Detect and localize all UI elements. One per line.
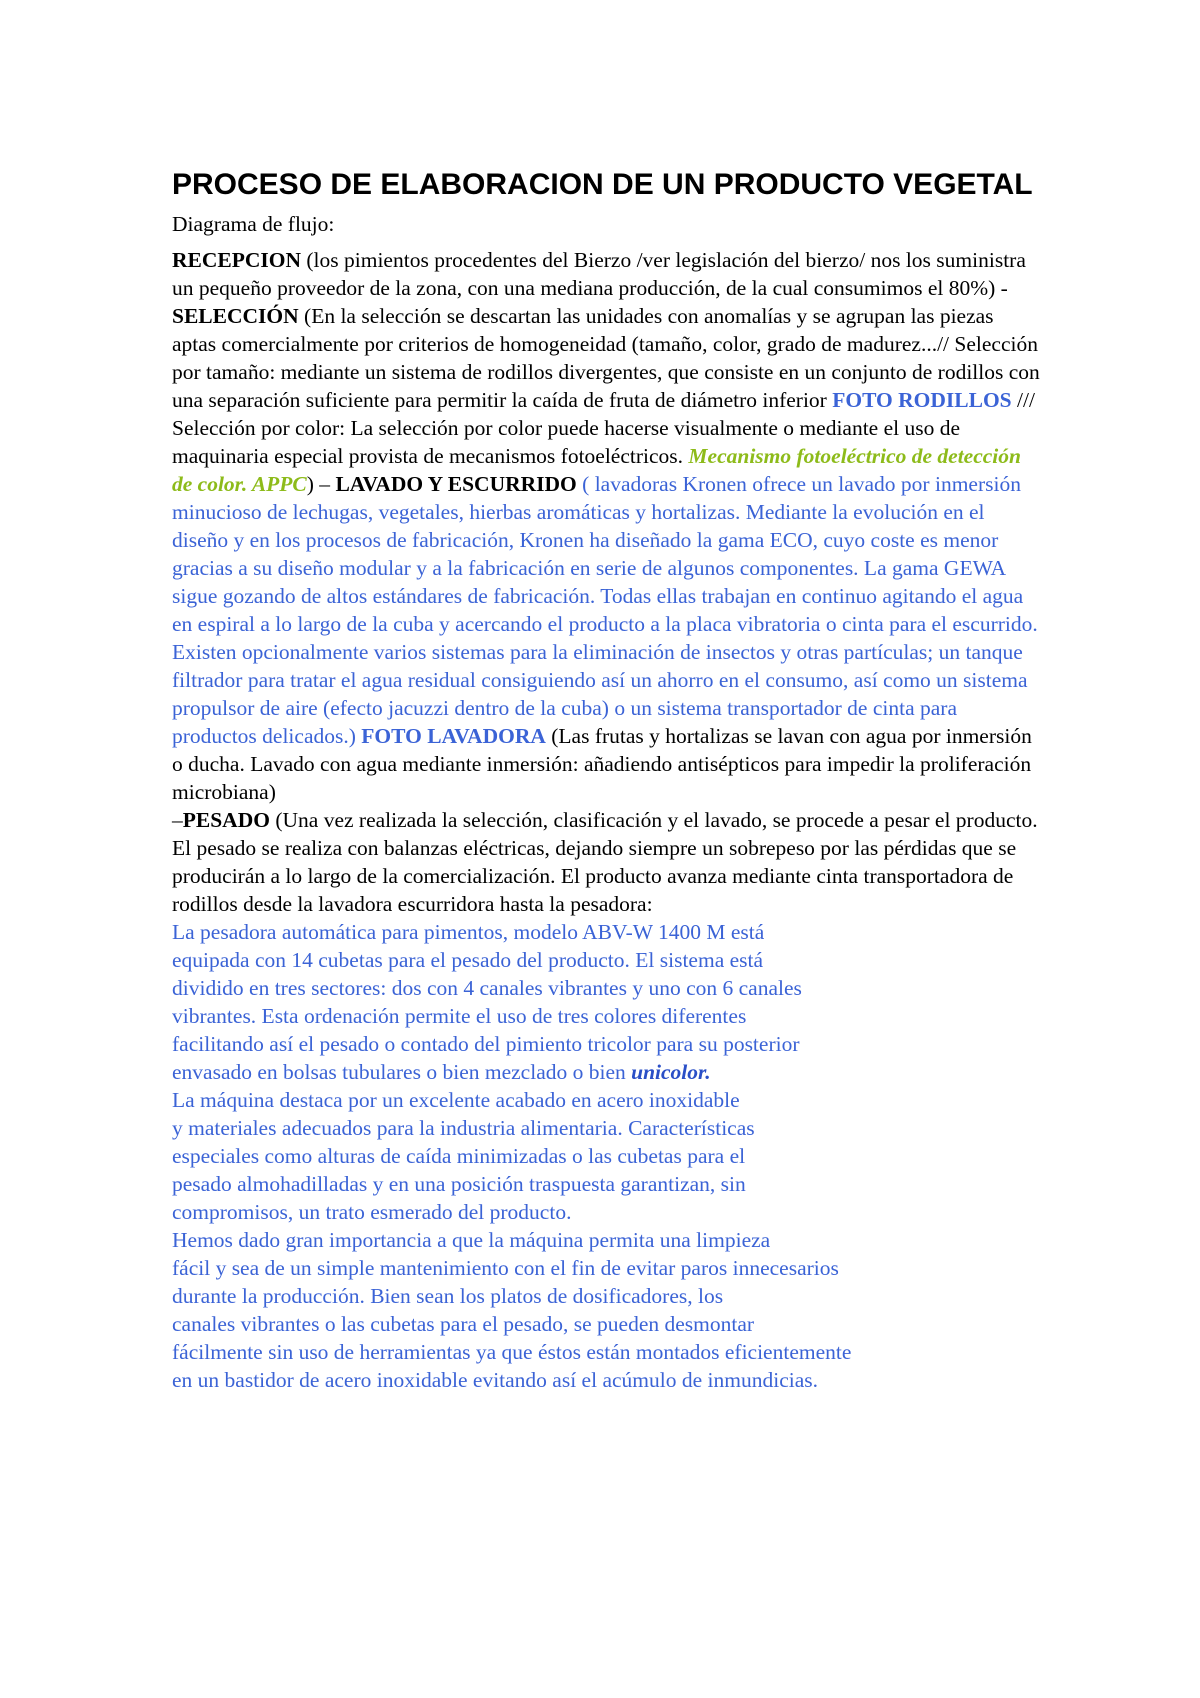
lavado-kronen-text: ( lavadoras Kronen ofrece un lavado por inmersión minucioso de lechugas, vegetales, hierbas aromáticas y hortalizas. Mediante la evolución en el diseño y en los procesos de fabricación, Kronen ha diseñado la gama ECO, cuyo coste es menor gracias a su diseño modular y a la fabricación en serie de algunos componentes. La gama GEWA sigue gozando de altos estándares de fabricación. Todas ellas trabajan en continuo agitando el agua en espiral a lo largo de la cuba y acercando el producto a la placa vibratoria o cinta para el escurrido. Existen opcionalmente varios sistemas para la eliminación de insectos y otras partículas; un tanque filtrador para tratar el agua residual consiguiendo así un ahorro en el consumo, así como un sistema propulsor de aire (efecto jacuzzi dentro de la cuba) o un sistema transportador de cinta para productos delicados.) bbox=[172, 472, 1038, 748]
pesado-dash: – bbox=[172, 808, 183, 832]
pesadora-line: facilitando así el pesado o contado del pimiento tricolor para su posterior bbox=[172, 1032, 800, 1056]
heading-lavado: LAVADO Y ESCURRIDO bbox=[335, 472, 577, 496]
heading-pesado: PESADO bbox=[182, 808, 270, 832]
pesadora-line: especiales como alturas de caída minimizadas o las cubetas para el bbox=[172, 1144, 746, 1168]
heading-recepcion: RECEPCION bbox=[172, 248, 302, 272]
pesadora-line: Hemos dado gran importancia a que la máquina permita una limpieza bbox=[172, 1228, 771, 1252]
pesadora-line: durante la producción. Bien sean los platos de dosificadores, los bbox=[172, 1284, 724, 1308]
pesadora-line bbox=[172, 1058, 1042, 1086]
heading-seleccion: SELECCIÓN bbox=[172, 304, 299, 328]
pesadora-line: La máquina destaca por un excelente acabado en acero inoxidable bbox=[172, 1088, 740, 1112]
document-title: PROCESO DE ELABORACION DE UN PRODUCTO VEGETAL bbox=[172, 168, 1033, 201]
pesadora-line: dividido en tres sectores: dos con 4 canales vibrantes y uno con 6 canales bbox=[172, 976, 802, 1000]
pesadora-line: fácil y sea de un simple mantenimiento con el fin de evitar paros innecesarios bbox=[172, 1256, 839, 1280]
envasado-text: envasado en bolsas tubulares o bien mezclado o bien bbox=[172, 1060, 632, 1084]
paragraph-recepcion-seleccion-lavado bbox=[172, 246, 1042, 806]
foto-rodillos-link[interactable]: FOTO RODILLOS bbox=[832, 388, 1012, 412]
pesadora-line: en un bastidor de acero inoxidable evitando así el acúmulo de inmundicias. bbox=[172, 1368, 818, 1392]
recepcion-text: (los pimientos procedentes del Bierzo /ver legislación del bierzo/ nos los suministra un pequeño proveedor de la zona, con una mediana producción, de la cual consumimos el 80%) - bbox=[172, 248, 1026, 300]
pesado-text: (Una vez realizada la selección, clasificación y el lavado, se procede a pesar el producto. El pesado se realiza con balanzas eléctricas, dejando siempre un sobrepeso por las pérdidas que se producirán a lo largo de la comercialización. El producto avanza mediante cinta transportadora de rodillos desde la lavadora escurridora hasta la pesadora: bbox=[172, 808, 1038, 916]
pesadora-line: pesado almohadilladas y en una posición traspuesta garantizan, sin bbox=[172, 1172, 746, 1196]
lavado-text: (Las frutas y hortalizas se lavan con agua por inmersión o ducha. Lavado con agua mediante inmersión: añadiendo antisépticos para impedir la proliferación microbiana) bbox=[172, 724, 1032, 804]
paragraph-pesado bbox=[172, 806, 1042, 918]
pesadora-line: fácilmente sin uso de herramientas ya que éstos están montados eficientemente bbox=[172, 1340, 852, 1364]
pesadora-line: equipada con 14 cubetas para el pesado del producto. El sistema está bbox=[172, 948, 764, 972]
seleccion-text: (En la selección se descartan las unidades con anomalías y se agrupan las piezas aptas comercialmente por criterios de homogeneidad (tamaño, color, grado de madurez...// Selección por tamaño: mediante un sistema de rodillos divergentes, que consiste en un conjunto de rodillos con una separación suficiente para permitir la caída de fruta de diámetro inferior bbox=[172, 304, 1040, 412]
pesadora-line: compromisos, un trato esmerado del producto. bbox=[172, 1200, 572, 1224]
pesadora-line: y materiales adecuados para la industria alimentaria. Características bbox=[172, 1116, 755, 1140]
unicolor-link[interactable]: unicolor. bbox=[631, 1060, 711, 1084]
mecanismo-link[interactable]: Mecanismo fotoeléctrico de detección de color. APPC bbox=[172, 444, 1021, 496]
flowchart-subtitle: Diagrama de flujo: bbox=[172, 212, 335, 236]
pesadora-line: La pesadora automática para pimentos, modelo ABV-W 1400 M está bbox=[172, 920, 765, 944]
pesadora-line: vibrantes. Esta ordenación permite el uso de tres colores diferentes bbox=[172, 1004, 747, 1028]
pesadora-description bbox=[172, 918, 1042, 1394]
seleccion-color-text: /// Selección por color: La selección por color puede hacerse visualmente o mediante el uso de maquinaria especial provista de mecanismos fotoeléctricos. bbox=[172, 388, 1035, 468]
pesadora-line: canales vibrantes o las cubetas para el pesado, se pueden desmontar bbox=[172, 1312, 755, 1336]
foto-lavadora-link[interactable]: FOTO LAVADORA bbox=[361, 724, 546, 748]
seleccion-close-text: ) – bbox=[306, 472, 336, 496]
document-page bbox=[172, 166, 1042, 1394]
